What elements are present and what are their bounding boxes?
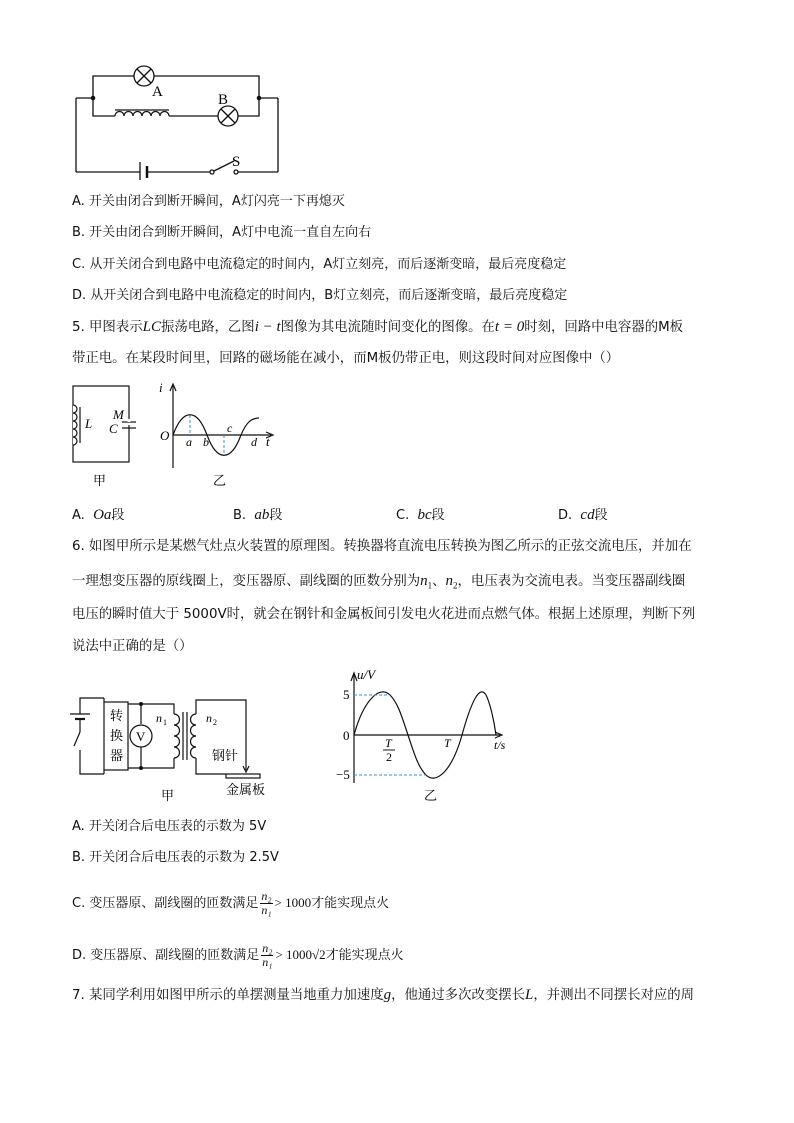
inductor-label: L [85,416,93,431]
q4-option-d: D. 从开关闭合到电路中电流稳定的时间内，B灯立刻亮，而后逐渐变暗，最后亮度稳定 [72,288,568,303]
q5-text: 振荡电路，乙图 [160,320,255,335]
q6-option-c [72,884,389,923]
q6-text: 一理想变压器的原线圈上，变压器原、副线圈的匝数分别为 [72,574,421,589]
q5-t0: t = 0 [494,319,525,335]
voltage-time-graph [330,665,520,805]
voltmeter-label: V [136,729,146,744]
q7-text: ，他通过多次改变摆长 [391,988,526,1003]
q6-stem-line2 [72,571,685,596]
l-symbol: L [525,987,534,1003]
q6-option-a: A. 开关闭合后电压表的示数为 5V [72,819,267,834]
g-symbol: g [383,987,392,1003]
q6-option-b: B. 开关闭合后电压表的示数为 2.5V [72,850,279,865]
n2-label: n [206,711,212,725]
lamp-b-label: B [218,92,229,108]
capacitor-label: C [109,421,118,436]
u-axis-label: u/V [357,667,376,682]
n2-sub-label: 2 [213,718,217,727]
q5-option-c [396,505,445,526]
q5-it: i − t [254,319,281,335]
q6-option-d [72,936,404,975]
n1-sub-label: 1 [163,718,167,727]
q7-stem-line1 [72,985,694,1006]
option-letter: B. [233,508,247,523]
q6-text: ，电压表为交流电表。当变压器副线圈 [457,574,686,589]
half-period-num: T [385,736,392,750]
option-suffix: 段 [594,508,608,523]
n1-subscript: 1 [427,580,433,591]
fig-caption-jia: 甲 [161,788,175,803]
q5-text: 时刻，回路中电容器的M板 [524,320,684,335]
option-text: D. 变压器原、副线圈的匝数满足 [72,948,260,963]
switch-label: S [232,154,241,170]
current-time-graph [155,378,280,493]
plate-label: 金属板 [226,782,266,797]
fraction-numerator: n₂ [261,889,272,903]
option-letter: A. [72,508,85,523]
period-label: T [444,736,451,750]
n2-subscript: 2 [453,580,458,591]
q6-stem-line3: 电压的瞬时值大于 5000V时，就会在钢针和金属板间引发电火花进而点燃气体。根据上述原理，判断下列 [72,607,696,622]
q5-option-d [558,505,608,526]
circuit-figure-q4 [70,60,290,180]
q7-text: ，并测出不同摆长对应的周 [533,988,695,1003]
fraction-numerator: n₂ [262,941,273,955]
q5-stem-line1 [72,317,683,338]
plate-m-label: M [113,407,124,422]
option-text: C. 变压器原、副线圈的匝数满足 [72,896,259,911]
segment: cd [580,507,595,523]
point-a-label: a [186,435,192,449]
q4-option-c: C. 从开关闭合到电路中电流稳定的时间内，A灯立刻亮，而后逐渐变暗，最后亮度稳定 [72,257,567,272]
lamp-a-label: A [152,84,163,100]
condition: > 1000√2 [275,947,326,962]
q6-stem-line1: 6. 如图甲所示是某燃气灶点火装置的原理图。转换器将直流电压转换为图乙所示的正弦交流电压，并加在 [72,539,692,554]
point-b-label: b [203,435,209,449]
y-tick-0: 0 [343,728,350,743]
option-suffix: 段 [111,508,125,523]
axis-t-label: t [266,434,270,449]
origin-label: O [160,428,170,443]
n1-label: n [156,711,162,725]
point-d-label: d [251,435,257,449]
fraction-denominator: n₁ [262,955,273,969]
q7-text: 7. 某同学利用如图甲所示的单摆测量当地重力加速度 [72,988,384,1003]
converter-char-1: 转 [110,708,124,723]
condition: > 1000 [274,895,312,910]
segment: bc [417,507,432,523]
turns-ratio-fraction [261,942,273,969]
converter-char-3: 器 [110,748,124,763]
option-suffix: 段 [431,508,445,523]
axis-i-label: i [159,380,163,395]
q5-text: 图像为其电流随时间变化的图像。在 [280,320,495,335]
option-letter: C. [396,508,410,523]
needle-label: 钢针 [212,748,239,763]
turns-ratio-fraction [260,890,272,917]
q5-stem-line2: 带正电。在某段时间里，回路的磁场能在减小，而M板仍带正电，则这段时间对应图像中（） [72,351,620,366]
separator: 、 [432,574,446,589]
fig-caption-jia: 甲 [93,473,107,488]
option-text: 才能实现点火 [311,896,390,911]
fig-caption-yi: 乙 [213,473,227,488]
segment: ab [254,507,270,523]
q5-text: 5. 甲图表示 [72,320,143,335]
igniter-circuit-figure [66,690,286,805]
segment: Oa [93,507,112,523]
option-suffix: 段 [269,508,283,523]
converter-char-2: 换 [110,728,124,743]
lc-circuit-figure [70,383,150,493]
t-axis-label: t/s [494,738,506,752]
q5-lc: LC [142,319,161,335]
option-letter: D. [558,508,573,523]
n1-symbol: n [420,573,428,589]
y-tick-5: 5 [343,687,350,702]
q5-option-b [233,505,282,526]
fig-caption-yi: 乙 [424,788,438,803]
q4-option-a: A. 开关由闭合到断开瞬间，A灯闪亮一下再熄灭 [72,194,345,209]
half-period-den: 2 [386,750,392,764]
n2-symbol: n [445,573,454,589]
point-c-label: c [227,421,233,435]
q6-stem-line4: 说法中正确的是（） [72,639,193,654]
fraction-denominator: n₁ [261,903,272,917]
option-text: 才能实现点火 [325,948,404,963]
q4-option-b: B. 开关由闭合到断开瞬间，A灯中电流一直自左向右 [72,225,372,240]
q5-option-a [72,505,124,526]
y-tick-neg5: −5 [336,767,350,782]
